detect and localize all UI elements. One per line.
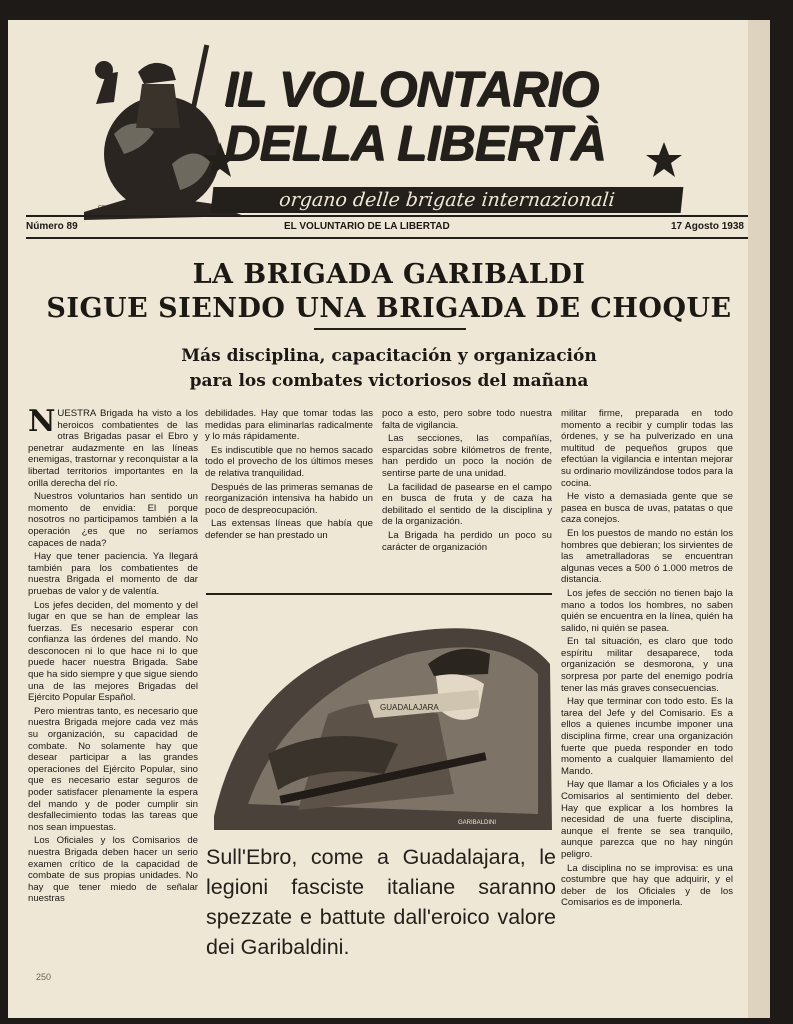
garibaldi-soldier-illustration bbox=[208, 604, 554, 834]
paragraph: Nuestros voluntarios han sentido un momento de envidia: El porque nosotros no participamos también a la operación ¿es que no seríamos capaces de nada? bbox=[28, 491, 198, 549]
paragraph: Es indiscutible que no hemos sacado todo el provecho de los últimos meses de relativa tranquilidad. bbox=[205, 444, 373, 479]
paragraph: Hay que tener paciencia. Ya llegará también para los combatientes de nuestra Brigada el momento de dar pruebas de valor y de valentía. bbox=[28, 551, 198, 597]
article-subhead bbox=[8, 344, 770, 394]
headline-line2: SIGUE SIENDO UNA BRIGADA DE CHOQUE bbox=[46, 293, 732, 324]
issue-date: 17 Agosto 1938 bbox=[671, 221, 744, 232]
page-mark: 250 bbox=[36, 972, 52, 982]
headline-rule bbox=[314, 328, 466, 330]
paragraph: debilidades. Hay que tomar todas las medidas para eliminarlas radicalmente y lo más rápidamente. bbox=[205, 408, 373, 443]
issue-number: Número 89 bbox=[26, 221, 78, 232]
paragraph: La disciplina no se improvisa: es una costumbre que hay que adquirir, y el deber de los Oficiales y de los Comisarios es de imponerla. bbox=[561, 862, 733, 909]
paragraph: Los jefes de sección no tienen bajo la mano a todos los hombres, no saben quién se encuentra en la línea, quién ha salido, ni quién se pasea. bbox=[561, 587, 733, 634]
masthead-title-line1: IL VOLONTARIO bbox=[224, 61, 599, 117]
paragraph: poco a esto, pero sobre todo nuestra falta de vigilancia. bbox=[382, 408, 552, 431]
paragraph: UESTRA Brigada ha visto a los heroicos combatientes de las otras Brigadas pasar el Ebro y penetrar audazmente en las líneas enemigas, trastornar y reconquistar a la libertad territorios importantes en la orilla derecha del río. bbox=[28, 408, 198, 489]
artist-signature: FRINDRONE bbox=[98, 206, 134, 212]
newspaper-page bbox=[8, 20, 770, 1018]
paragraph: En los puestos de mando no están los hombres que debieran; los sirvientes de las ametralladoras se encuentran algunas veces a 500 ó 1.000 metros de distancia. bbox=[561, 527, 733, 586]
illustration-signature: GARIBALDINI bbox=[458, 820, 497, 826]
paragraph: Los Oficiales y los Comisarios de nuestra Brigada deben hacer un serio examen crítico de la capacidad de combate de sus propias unidades. No hay que tener miedo de señalar nuestras bbox=[28, 835, 198, 905]
paragraph: Las extensas líneas que había que defender se han prestado un bbox=[205, 518, 373, 541]
paragraph: militar firme, preparada en todo momento a recibir y cumplir todas las órdenes, y se ha pulverizado en una multitud de pequeños grupos que efectúan la vigilancia e intentan mejorar su ordinario movilizándose todos para la cocina. bbox=[561, 408, 733, 489]
paragraph: La facilidad de pasearse en el campo en busca de fruta y de caza ha debilitado el sentido de la disciplina y de la organización. bbox=[382, 481, 552, 528]
publication-name: EL VOLUNTARIO DE LA LIBERTAD bbox=[284, 221, 450, 232]
article-column-1 bbox=[28, 404, 198, 907]
paragraph: Hay que terminar con todo esto. Es la tarea del Jefe y del Comisario. Es a ellos a quienes incumbe imponer una disciplina firme, crear una organización fuerte que pueda responder en todo momento a cualquier llamamiento del Mando. bbox=[561, 696, 733, 777]
article-headline bbox=[8, 258, 770, 326]
masthead-title-line2: DELLA LIBERTÀ bbox=[224, 115, 606, 171]
drop-cap: N bbox=[28, 404, 56, 439]
issue-info-bar bbox=[26, 215, 748, 239]
banner-text: GUADALAJARA bbox=[380, 703, 439, 712]
paragraph: En tal situación, es claro que todo espíritu militar desaparece, toda organización se desmorona, y una sorpresa por parte del enemigo podría tener las más graves consecuencias. bbox=[561, 636, 733, 694]
masthead bbox=[84, 44, 684, 220]
article-column-4 bbox=[561, 408, 733, 911]
article-column-2 bbox=[205, 408, 373, 544]
paragraph: Pero mientras tanto, es necesario que nuestra Brigada mejore cada vez más su organización, su capacidad de combate. No solamente hay que desear participar a las grandes operaciones del Ejército Popular, sino que es necesario estar seguros de poder satisfacer plenamente la espera del mando y de poder cumplir sin desfallecimiento todas las tareas que nos sean impuestas. bbox=[28, 705, 198, 833]
paragraph: Después de las primeras semanas de reorganización intensiva ha habido un poco de despreocupación. bbox=[205, 481, 373, 516]
article-column-3 bbox=[382, 408, 552, 555]
paragraph: Las secciones, las compañías, esparcidas sobre kilómetros de frente, han perdido un poco la noción de sentirse parte de una unidad. bbox=[382, 433, 552, 479]
masthead-subtitle: organo delle brigate internazionali bbox=[211, 187, 684, 213]
illustration-divider bbox=[206, 593, 552, 595]
paragraph: He visto a demasiada gente que se pasea en busca de uvas, patatas o que caza conejos. bbox=[561, 491, 733, 526]
paragraph: La Brigada ha perdido un poco su carácter de organización bbox=[382, 529, 552, 553]
headline-line1: LA BRIGADA GARIBALDI bbox=[192, 259, 586, 290]
page-edge bbox=[748, 20, 770, 1018]
subhead-line1: Más disciplina, capacitación y organización bbox=[181, 346, 597, 366]
star-icon-right bbox=[644, 140, 684, 180]
subhead-line2: para los combates victoriosos del mañana bbox=[189, 371, 589, 391]
paragraph: Los jefes deciden, del momento y del lugar en que se han de emplear las fuerzas. Es necesario esperar con confianza las órdenes del mando. No desconocen ni lo que hace ni lo que puede hacer nuestra Brigada. Sabe que ha sido siempre y que sigue siendo una de las mejores Brigadas del Ejército Popular Español. bbox=[28, 599, 198, 704]
paragraph: Hay que llamar a los Oficiales y a los Comisarios al sentimiento del deber. Hay que explicar a los hombres la necesidad de una fuerte disciplina, aunque el frente se sea tranquilo, aunque parezca que no hay ningún peligro. bbox=[561, 779, 733, 860]
illustration-caption: Sull'Ebro, come a Guadalajara, le legioni fasciste italiane saranno spezzate e battute dall'eroico valore dei Garibaldini. bbox=[206, 845, 556, 959]
masthead-title bbox=[224, 62, 605, 170]
